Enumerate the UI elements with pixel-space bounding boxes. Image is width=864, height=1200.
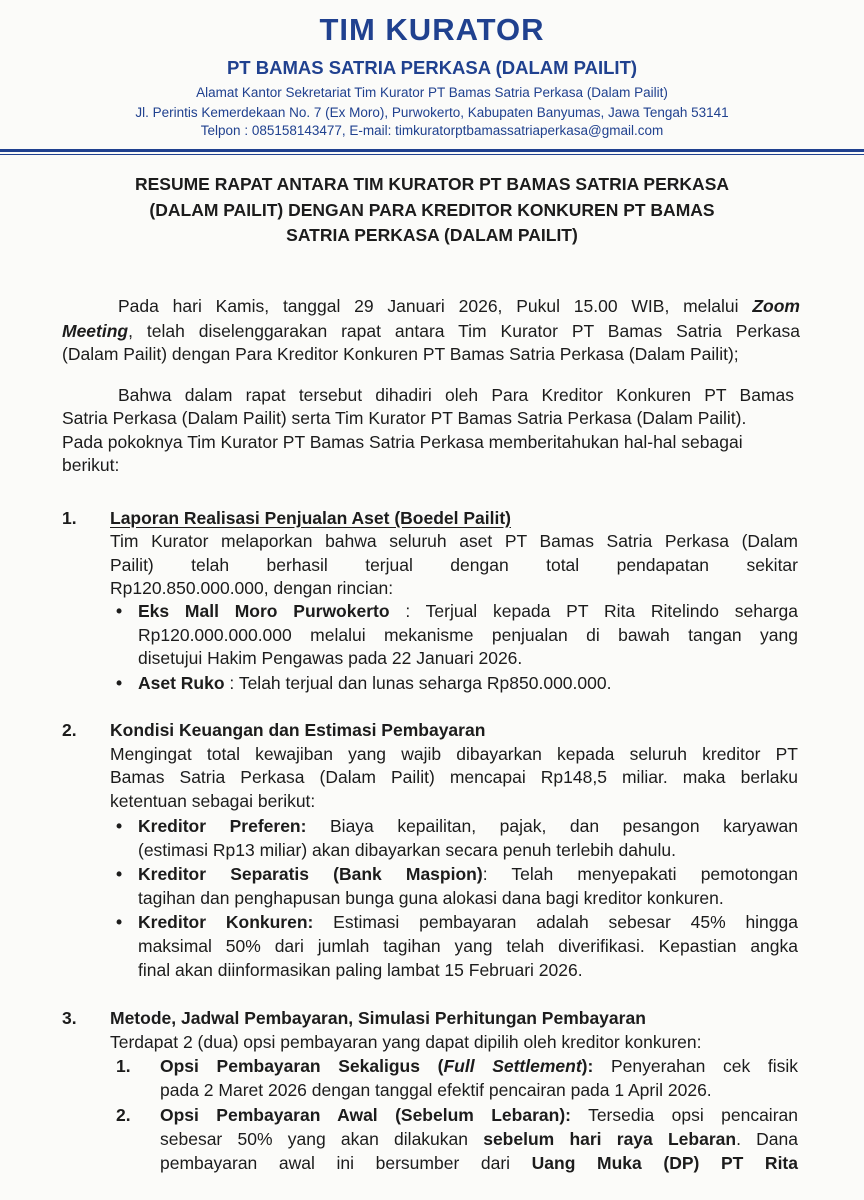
section3-option1-number: 1. — [116, 1056, 131, 1076]
section2-bullet3-line2: maksimal 50% dari jumlah tagihan yang telah diverifikasi. Kepastian angka — [138, 936, 798, 956]
doc-title-line3: SATRIA PERKASA (DALAM PAILIT) — [286, 225, 578, 245]
para2-line1: Bahwa dalam rapat tersebut dihadiri oleh Para Kreditor Konkuren PT Bamas — [118, 385, 794, 405]
bullet-icon: • — [116, 673, 123, 693]
letterhead-address-line1: Alamat Kantor Sekretariat Tim Kurator PT Bamas Satria Perkasa (Dalam Pailit) — [196, 85, 668, 100]
letterhead-rule — [0, 149, 864, 152]
section2-line1: Mengingat total kewajiban yang wajib dibayarkan kepada seluruh kreditor PT — [110, 744, 798, 764]
section1-bullet1-line3: disetujui Hakim Pengawas pada 22 Januari 2026. — [138, 648, 523, 668]
letterhead-contact: Telpon : 085158143477, E-mail: timkuratorptbamassatriaperkasa@gmail.com — [200, 123, 664, 138]
section1-line1: Tim Kurator melaporkan bahwa seluruh aset PT Bamas Satria Perkasa (Dalam — [110, 531, 798, 551]
section2-line3: ketentuan sebagai berikut: — [110, 791, 316, 811]
section2-bullet3-line1: Kreditor Konkuren: Estimasi pembayaran adalah sebesar 45% hingga — [138, 912, 798, 932]
para1-line3: (Dalam Pailit) dengan Para Kreditor Konkuren PT Bamas Satria Perkasa (Dalam Pailit); — [62, 344, 739, 364]
bullet-icon: • — [116, 864, 123, 884]
para1-line2: Meeting, telah diselenggarakan rapat antara Tim Kurator PT Bamas Satria Perkasa — [62, 321, 800, 341]
para2-line3: Pada pokoknya Tim Kurator PT Bamas Satria Perkasa memberitahukan hal-hal sebagai — [62, 432, 743, 452]
para1-line1: Pada hari Kamis, tanggal 29 Januari 2026, Pukul 15.00 WIB, melalui Zoom — [118, 296, 800, 316]
section3-option1-line1: Opsi Pembayaran Sekaligus (Full Settlement): Penyerahan cek fisik — [160, 1056, 799, 1076]
section3-option2-line2: sebesar 50% yang akan dilakukan sebelum hari raya Lebaran. Dana — [160, 1129, 798, 1149]
section2-bullet1-line2: (estimasi Rp13 miliar) akan dibayarkan secara penuh terlebih dahulu. — [138, 840, 676, 860]
section2-bullet2-line2: tagihan dan penghapusan bunga guna alokasi dana bagi kreditor konkuren. — [138, 888, 724, 908]
letterhead-rule-thin — [0, 154, 864, 155]
section3-option2-number: 2. — [116, 1105, 131, 1125]
bullet-icon: • — [116, 912, 123, 932]
section1-bullet2-line1: Aset Ruko : Telah terjual dan lunas seharga Rp850.000.000. — [138, 673, 612, 693]
section3-option2-line1: Opsi Pembayaran Awal (Sebelum Lebaran): Tersedia opsi pencairan — [160, 1105, 798, 1125]
section2-heading: Kondisi Keuangan dan Estimasi Pembayaran — [110, 720, 486, 740]
section2-number: 2. — [62, 720, 77, 740]
section2-bullet2-line1: Kreditor Separatis (Bank Maspion): Telah menyepakati pemotongan — [138, 864, 798, 884]
section3-number: 3. — [62, 1008, 77, 1028]
doc-title-line1: RESUME RAPAT ANTARA TIM KURATOR PT BAMAS SATRIA PERKASA — [134, 174, 730, 194]
section3-option2-line3: pembayaran awal ini bersumber dari Uang Muka (DP) PT Rita — [160, 1153, 798, 1173]
para2-line2: Satria Perkasa (Dalam Pailit) serta Tim Kurator PT Bamas Satria Perkasa (Dalam Pailit). — [62, 408, 747, 428]
letterhead-address-line2: Jl. Perintis Kemerdekaan No. 7 (Ex Moro), Purwokerto, Kabupaten Banyumas, Jawa Tengah 53141 — [135, 105, 729, 120]
section1-line2: Pailit) telah berhasil terjual dengan total pendapatan sekitar — [110, 555, 798, 575]
section2-bullet3-line3: final akan diinformasikan paling lambat 15 Februari 2026. — [138, 960, 583, 980]
section3-heading: Metode, Jadwal Pembayaran, Simulasi Perhitungan Pembayaran — [110, 1008, 646, 1028]
bullet-icon: • — [116, 601, 123, 621]
doc-title-line2: (DALAM PAILIT) DENGAN PARA KREDITOR KONKUREN PT BAMAS — [149, 200, 715, 220]
section1-bullet1-line2: Rp120.000.000.000 melalui mekanisme penjualan di bawah tangan yang — [138, 625, 798, 645]
section1-number: 1. — [62, 508, 77, 528]
section1-line3: Rp120.850.000.000, dengan rincian: — [110, 578, 394, 598]
section2-line2: Bamas Satria Perkasa (Dalam Pailit) mencapai Rp148,5 miliar. maka berlaku — [110, 767, 798, 787]
section3-line1: Terdapat 2 (dua) opsi pembayaran yang dapat dipilih oleh kreditor konkuren: — [110, 1032, 702, 1052]
section1-bullet1-line1: Eks Mall Moro Purwokerto : Terjual kepada PT Rita Ritelindo seharga — [138, 601, 798, 621]
letterhead-company: PT BAMAS SATRIA PERKASA (DALAM PAILIT) — [226, 57, 638, 78]
section1-heading: Laporan Realisasi Penjualan Aset (Boedel Pailit) — [110, 508, 511, 528]
letterhead-title: TIM KURATOR — [319, 12, 545, 47]
section3-option1-line2: pada 2 Maret 2026 dengan tanggal efektif pencairan pada 1 April 2026. — [160, 1080, 712, 1100]
section2-bullet1-line1: Kreditor Preferen: Biaya kepailitan, pajak, dan pesangon karyawan — [138, 816, 798, 836]
para2-line4: berikut: — [62, 455, 120, 475]
bullet-icon: • — [116, 816, 123, 836]
